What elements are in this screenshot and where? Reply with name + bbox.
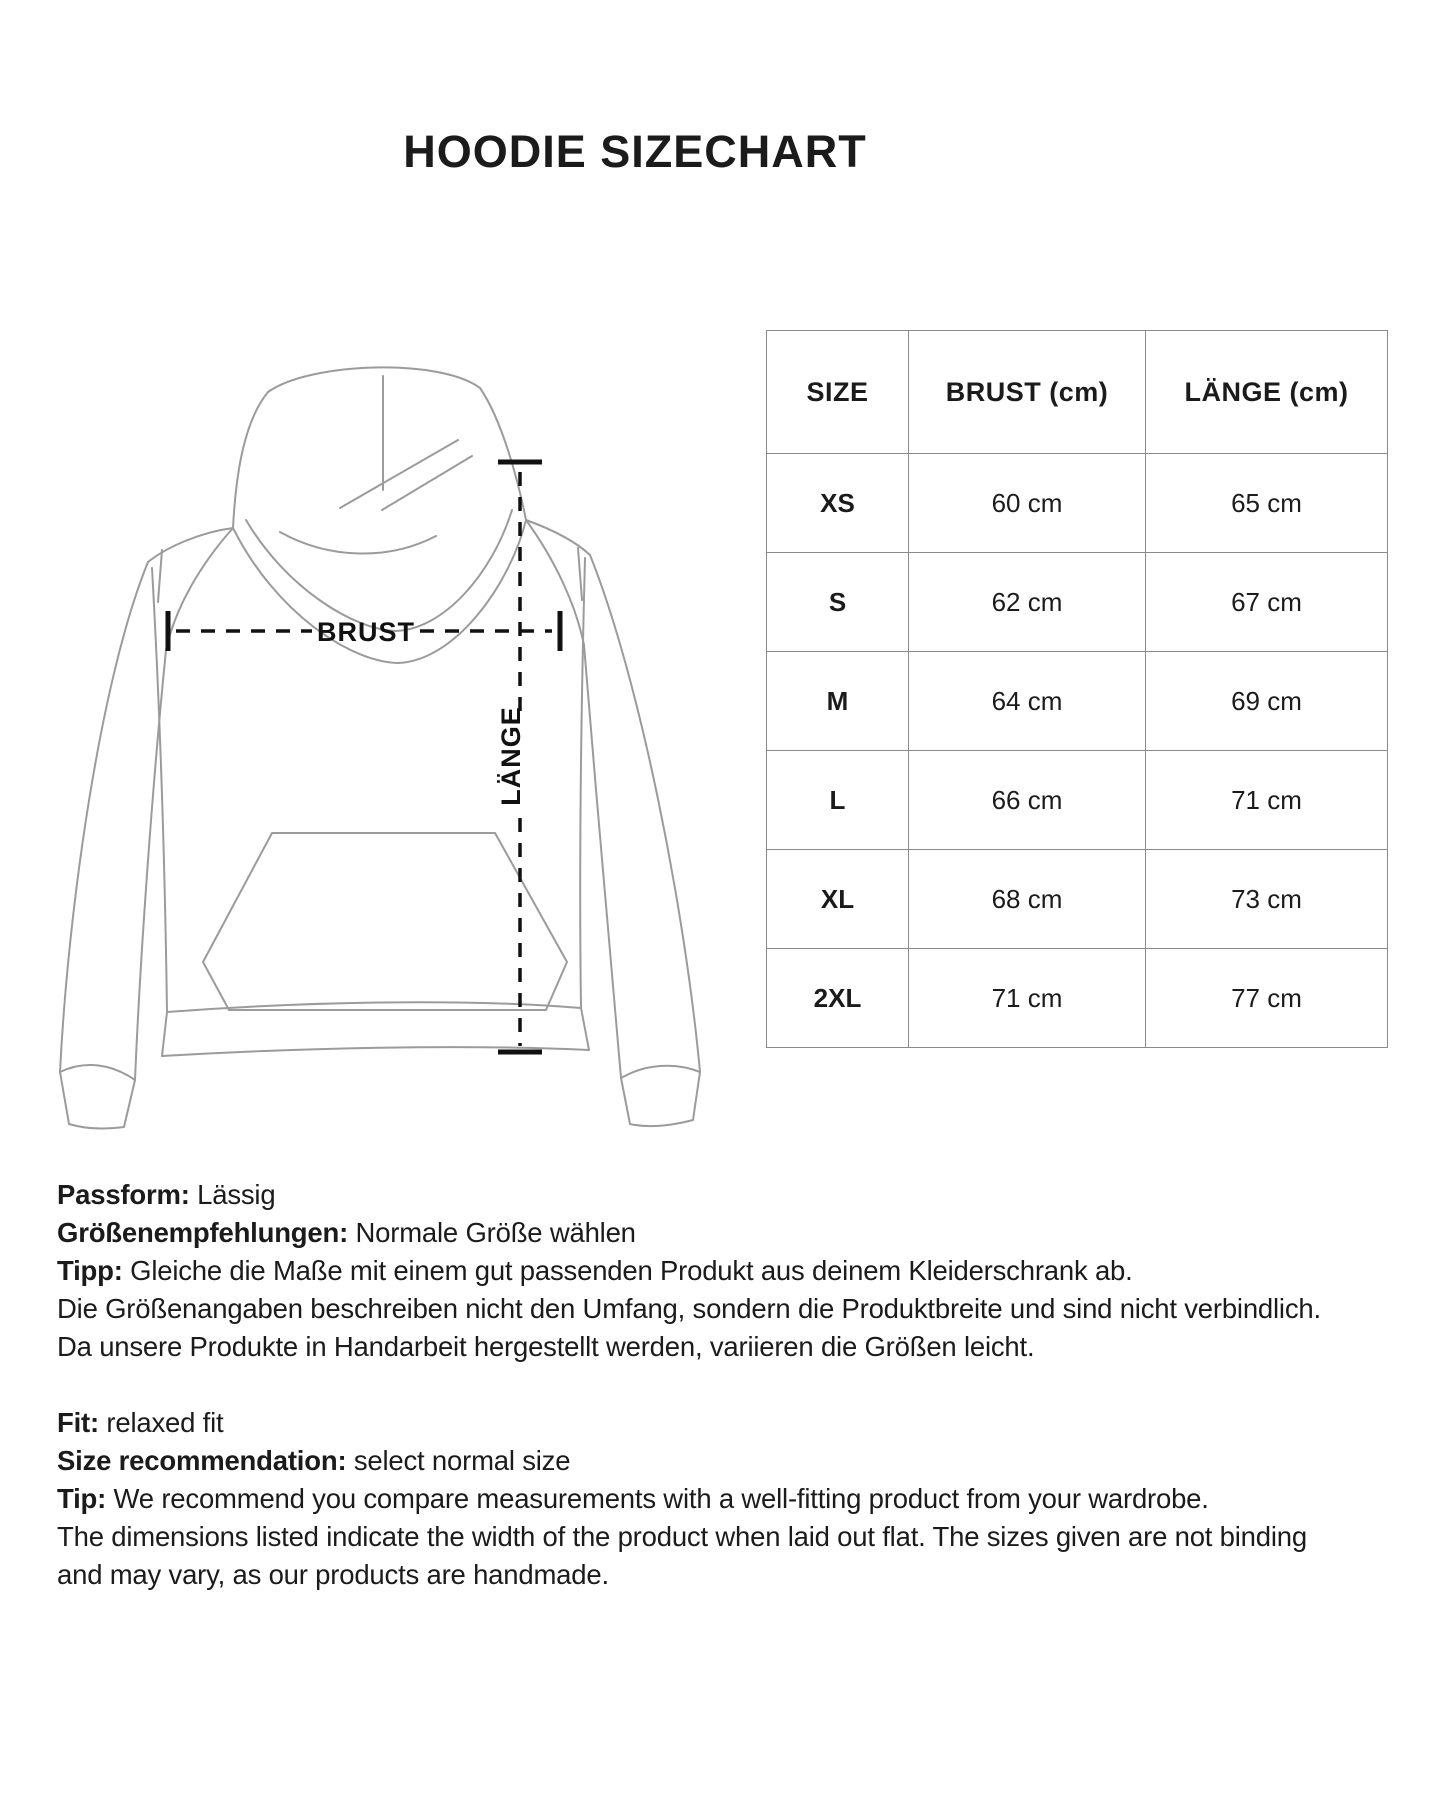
size-label: XL [767,850,909,949]
laenge-value: 73 cm [1146,850,1388,949]
hoodie-line-art [40,350,710,1190]
size-label: 2XL [767,949,909,1048]
table-row-s [767,553,1388,652]
table-row-m [767,652,1388,751]
brust-value: 60 cm [909,454,1146,553]
info-line-text: Die Größenangaben beschreiben nicht den Umfang, sondern die Produktbreite und sind nicht verbindlich. [57,1293,1321,1324]
info-line-text: The dimensions listed indicate the width of the product when laid out flat. The sizes given are not binding [57,1521,1307,1552]
info-line [57,1556,1427,1594]
info-line-label: Fit: [57,1407,99,1438]
info-line [57,1252,1427,1290]
table-row-2xl [767,949,1388,1048]
info-line-text: and may vary, as our products are handmade. [57,1559,609,1590]
length-measure-label: LÄNGE [496,706,526,806]
info-line [57,1176,1427,1214]
page-title: HOODIE SIZECHART [403,126,867,177]
info-line-text: We recommend you compare measurements with a well-fitting product from your wardrobe. [106,1483,1209,1514]
hoodie-outline [60,367,700,1128]
brust-value: 66 cm [909,751,1146,850]
info-line [57,1480,1427,1518]
info-line-text: Normale Größe wählen [348,1217,636,1248]
info-line-label: Tip: [57,1483,107,1514]
hoodie-diagram [40,350,710,1190]
info-line-text: Da unsere Produkte in Handarbeit hergestellt werden, variieren die Größen leicht. [57,1331,1035,1362]
brust-value: 68 cm [909,850,1146,949]
info-line-text: select normal size [346,1445,571,1476]
brust-value: 62 cm [909,553,1146,652]
size-table [766,330,1388,1048]
laenge-value: 71 cm [1146,751,1388,850]
info-line [57,1290,1427,1328]
laenge-value: 69 cm [1146,652,1388,751]
size-label: S [767,553,909,652]
brust-value: 71 cm [909,949,1146,1048]
info-block-english [57,1404,1427,1594]
info-line [57,1442,1427,1480]
info-line-text: relaxed fit [98,1407,224,1438]
info-line [57,1328,1427,1366]
col-header-brust: BRUST (cm) [909,331,1146,454]
laenge-value: 65 cm [1146,454,1388,553]
pocket-outline [203,833,567,1010]
size-label: XS [767,454,909,553]
info-line-label: Size recommendation: [57,1445,347,1476]
laenge-value: 77 cm [1146,949,1388,1048]
size-table-header-row [767,331,1388,454]
info-line [57,1518,1427,1556]
chest-measure-label: BRUST [317,617,415,647]
info-line-label: Passform: [57,1179,190,1210]
info-line [57,1404,1427,1442]
info-line-label: Größenempfehlungen: [57,1217,349,1248]
brust-value: 64 cm [909,652,1146,751]
info-block-german [57,1176,1427,1366]
laenge-value: 67 cm [1146,553,1388,652]
size-label: M [767,652,909,751]
info-line [57,1214,1427,1252]
size-label: L [767,751,909,850]
table-row-xl [767,850,1388,949]
table-row-l [767,751,1388,850]
info-line-label: Tipp: [57,1255,123,1286]
col-header-size: SIZE [767,331,909,454]
table-row-xs [767,454,1388,553]
col-header-laenge: LÄNGE (cm) [1146,331,1388,454]
info-line-text: Lässig [189,1179,276,1210]
info-line-text: Gleiche die Maße mit einem gut passenden Produkt aus deinem Kleiderschrank ab. [122,1255,1133,1286]
